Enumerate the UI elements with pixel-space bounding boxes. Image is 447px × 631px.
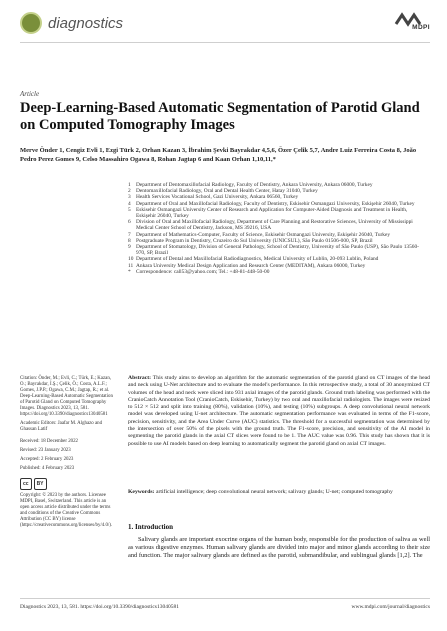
affiliation-number: 6 [128,219,131,226]
affiliation-number: 9 [128,244,131,251]
affiliation-number: 11 [128,262,134,269]
received-date: Received: 18 December 2022 [20,439,78,444]
affiliation-number: 2 [128,188,131,195]
footer-divider [20,598,430,599]
author-list[interactable]: Merve Önder 1, Cengiz Evli 1, Ezgi Türk 2, Orhan Kazan 3, İbrahim Şevki Bayrakdar 4,5,6, Özer Çelik 5,7, Andre Luiz Ferreira Costa 8, João Pedro Perez Gomes 9, Celso Massahiro Ogawa 8, Rohan Jagtap 6 and Kaan Orhan 1,10,11,* [20,147,417,163]
footer-journal-url[interactable]: www.mdpi.com/journal/diagnostics [351,604,430,610]
affiliation-text: Eskisehir Osmangazi University Center of Research and Application for Computer-Aided Diagnosis and Treatment in Health, Eskişehir 26040, Turkey [136,206,408,220]
section-heading-introduction: 1. Introduction [128,523,173,531]
affiliation-number: 5 [128,206,131,213]
journal-name[interactable]: diagnostics [48,15,124,32]
affiliation-text: Department of Oral and Maxillofacial Radiology, Faculty of Dentistry, Eskisehir Osmangazi University, Eskişehir 26040, Turkey [136,200,415,207]
affiliation-number: 1 [128,182,131,188]
copyright-notice: Copyright: © 2023 by the authors. Licensee MDPI, Basel, Switzerland. This article is an open access article distributed under the terms and conditions of the Creative Commons Attribution (CC BY) license (https://creativecommons.org/licenses/by/4.0/). [20,493,113,528]
affiliation-item [128,269,428,275]
affiliation-number: 10 [128,256,134,263]
academic-editors: Academic Editors: Jaafar M. Alghazo and Ghassan Latif [20,421,103,432]
abstract-label: Abstract: [128,375,152,381]
by-icon: BY [34,478,47,490]
affiliation-text: Postgraduate Program in Dentistry, Cruzeiro do Sul University (UNICSUL), São Paulo 01506-000, SP, Brazil [136,237,373,244]
keywords-text: artificial intelligence; deep convolutional neural network; salivary glands; U-net; computed tomography [155,489,393,495]
article-title: Deep-Learning-Based Automatic Segmentation of Parotid Gland on Computed Tomography Images [20,100,420,133]
affiliation-item [128,219,428,231]
affiliation-item [128,207,428,219]
journal-logo-icon [20,12,42,34]
footer-citation[interactable]: Diagnostics 2023, 13, 581. https://doi.org/10.3390/diagnostics13040581 [20,604,179,610]
affiliation-number: 8 [128,237,131,244]
affiliation-text: Department of Dentomaxillofacial Radiology, Faculty of Dentistry, Ankara University, Ankara 06000, Turkey [136,182,373,188]
affiliation-text: Correspondence: call53@yahoo.com; Tel.: +48-81-448-50-00 [136,268,270,275]
article-type: Article [20,90,40,98]
revised-date: Revised: 23 January 2023 [20,448,71,453]
header-divider [20,42,430,43]
publisher-name: MDPI [412,24,430,31]
affiliation-text: Division of Oral and Maxillofacial Radiology, Department of Care Planning and Restorative Sciences, University of Mississippi Medical Center School of Dentistry, Jackson, MS 39216, USA [136,219,413,232]
citation-text[interactable]: Citation: Önder, M.; Evli, C.; Türk, E.; Kazan, O.; Bayrakdar, İ.Ş.; Çelik, Ö.; Costa, A.L.F.; Gomes, J.P.P.; Ogawa, C.M.; Jagtap, R.; et al. Deep-Learning-Based Automatic Segmentation of Parotid Gland on Computed Tomography Images. Diagnostics 2023, 13, 581. https://doi.org/10.3390/diagnostics13040581 [20,376,113,417]
abstract-text: This study aims to develop an algorithm for the automatic segmentation of the parotid gland on CT images of the head and neck using U-Net architecture and to evaluate the model's performance. In this retrospective study, a total of 30 anonymized CT volumes of the head and neck were sliced into 931 axial images of the parotid glands. Ground truth labeling was performed with the CranioCatch Annotation Tool (CranioCatch, Eskisehir, Turkey) by two oral and maxillofacial radiologists. The images were resized to 512 × 512 and split into training (80%), validation (10%), and testing (10%) subgroups. A deep convolutional neural network model was developed using U-net architecture. The automatic segmentation performance was evaluated in terms of the F1-score, precision, sensitivity, and the Area Under Curve (AUC) statistics. The threshold for a successful segmentation was determined by the intersection of over 50% of the pixels with the ground truth. The F1-score, precision, and sensitivity of the AI model in segmenting the parotid glands in the axial CT slices were found to be 1. The AUC value was 0.96. This study has shown that it is possible to use AI models based on deep learning to automatically segment the parotid gland on axial CT images. [128,375,430,447]
affiliation-text: Department of Mathematics-Computer, Faculty of Science, Eskisehir Osmangazi University, Eskişehir 26040, Turkey [136,231,391,238]
affiliation-text: Ankara University Medical Design Application and Research Center (MEDITAM), Ankara 06000, Turkey [136,262,366,269]
affiliation-number: 4 [128,200,131,207]
article-sidebar [20,376,116,532]
keywords [128,489,430,496]
published-date: Published: 4 February 2023 [20,466,75,471]
affiliation-number: 3 [128,194,131,201]
abstract [128,375,430,448]
accepted-date: Accepted: 2 February 2023 [20,457,74,462]
affiliation-text: Dentomaxillofacial Radiology, Oral and Dental Health Center, Hatay 31040, Turkey [136,188,318,195]
cc-icon: cc [20,478,32,490]
affiliation-text: Health Services Vocational School, Gazi University, Ankara 06560, Turkey [136,194,299,201]
affiliation-list [128,182,428,275]
affiliation-number: 7 [128,231,131,238]
cc-license-badge[interactable] [20,478,116,490]
affiliation-text: Department of Dental and Maxillofacial Radiodiagnostics, Medical University of Lublin, 20-093 Lublin, Poland [136,256,379,263]
affiliation-number: * [128,268,131,275]
affiliation-item [128,244,428,256]
affiliation-text: Department of Stomatology, Division of General Pathology, School of Dentistry, University of São Paulo (USP), São Paulo 13560-970, SP, Brazil [136,244,419,257]
introduction-paragraph: Salivary glands are important exocrine organs of the human body, responsible for the production of saliva as well as various digestive enzymes. Human salivary glands are divided into major and minor glands according to their size and function. The major salivary glands are defined as the parotid, submandibular, and sublingual glands [1,2]. The [128,536,430,560]
page-header [20,10,430,38]
keywords-label: Keywords: [128,489,155,495]
